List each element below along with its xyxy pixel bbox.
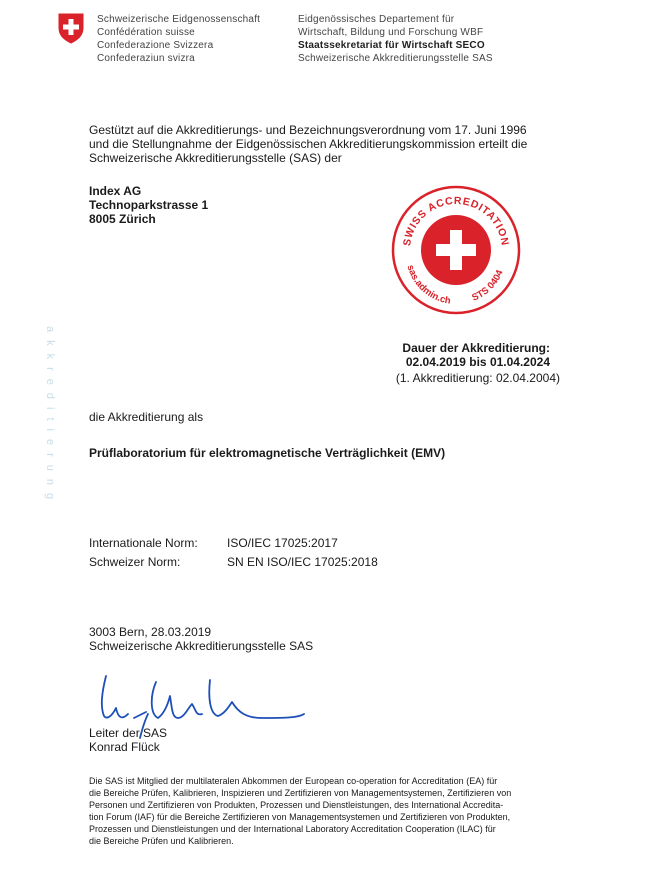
signatory-name: Konrad Flück <box>89 740 160 754</box>
watermark-text: akkreditierung <box>44 326 56 508</box>
department-line: Wirtschaft, Bildung und Forschung WBF <box>298 27 484 38</box>
department-names <box>298 14 493 66</box>
norm-value: ISO/IEC 17025:2017 <box>227 536 338 550</box>
signatory-role: Leiter der SAS <box>89 726 168 740</box>
intro-line: und die Stellungnahme der Eidgenössischen Akkreditierungskommission erteilt die <box>89 137 528 151</box>
place-date: 3003 Bern, 28.03.2019 <box>89 625 212 639</box>
company-name: Index AG <box>89 184 142 198</box>
company-city: 8005 Zürich <box>89 212 156 226</box>
confederation-line: Confederaziun svizra <box>97 53 195 64</box>
seal-top-text: SWISS ACCREDITATION <box>401 194 511 247</box>
company-address <box>89 184 208 226</box>
footer-line: Personen und Zertifizieren von Produkten, Prozessen und Dienstleistungen, des International Accredita- <box>89 800 504 810</box>
intro-line: Gestützt auf die Akkreditierungs- und Bezeichnungsverordnung vom 17. Juni 1996 <box>89 123 527 137</box>
place-date-block <box>89 625 313 653</box>
duration-label: Dauer der Akkreditierung: <box>402 341 550 355</box>
norm-value: SN EN ISO/IEC 17025:2018 <box>227 555 378 569</box>
seal-cross-horizontal <box>436 244 476 256</box>
confederation-line: Schweizerische Eidgenossenschaft <box>97 14 261 25</box>
duration-block <box>352 341 560 385</box>
confederation-line: Confédération suisse <box>97 27 195 38</box>
footer-line: die Bereiche Prüfen und Kalibrieren. <box>89 836 234 846</box>
seal-bottom-left-text: sas.admin.ch <box>404 263 452 307</box>
norm-label: Internationale Norm: <box>89 536 198 550</box>
footer-line: die Bereiche Prüfen, Kalibrieren, Inspizieren und Zertifizieren von Managementsystemen, Zertifizieren von <box>89 788 512 798</box>
sas-line: Schweizerische Akkreditierungsstelle SAS <box>298 53 493 64</box>
footer-line: tion Forum (IAF) für die Bereiche Zertifizieren von Managementsystemen und Zertifizieren von Produkten, <box>89 812 511 822</box>
swiss-coat-of-arms-icon <box>57 12 85 44</box>
intro-line: Schweizerische Akkreditierungsstelle (SAS) der <box>89 151 342 165</box>
seal-bottom-right-text: STS 0404 <box>470 268 506 304</box>
department-line: Eidgenössisches Departement für <box>298 14 455 25</box>
issuer: Schweizerische Akkreditierungsstelle SAS <box>89 639 314 653</box>
swiss-accreditation-seal <box>388 182 524 318</box>
confederation-line: Confederazione Svizzera <box>97 40 214 51</box>
intro-paragraph <box>89 123 527 165</box>
footer-line: Die SAS ist Mitglied der multilateralen Abkommen der European co-operation for Accreditation (EA) für <box>89 776 498 786</box>
signatory-block <box>89 726 167 754</box>
seco-line: Staatssekretariat für Wirtschaft SECO <box>298 40 485 51</box>
footer-note <box>89 775 511 847</box>
first-accreditation: (1. Akkreditierung: 02.04.2004) <box>395 371 560 385</box>
norm-label: Schweizer Norm: <box>89 555 181 569</box>
accreditation-as: die Akkreditierung als <box>89 410 204 424</box>
footer-line: Prozessen und Dienstleistungen und der International Laboratory Accreditation Cooperation (ILAC) für <box>89 824 496 834</box>
lab-type: Prüflaboratorium für elektromagnetische Verträglichkeit (EMV) <box>89 446 446 460</box>
company-street: Technoparkstrasse 1 <box>89 198 209 212</box>
duration-range: 02.04.2019 bis 01.04.2024 <box>405 355 550 369</box>
confederation-names <box>97 14 260 66</box>
